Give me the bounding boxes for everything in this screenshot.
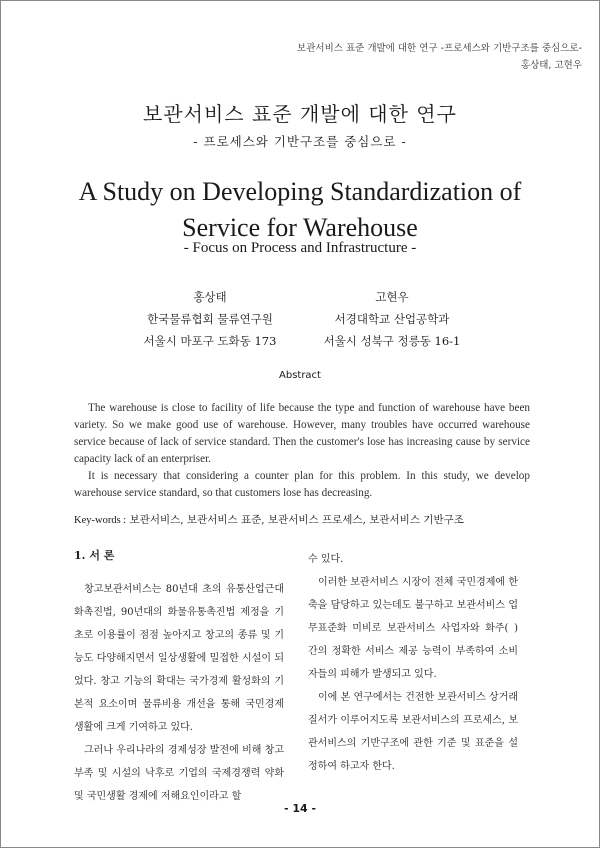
keywords-text: 보관서비스, 보관서비스 표준, 보관서비스 프로세스, 보관서비스 기반구조 <box>126 514 464 526</box>
running-header <box>182 40 582 74</box>
body-paragraph: 수 있다. <box>308 554 344 565</box>
page-number: - 14 - <box>283 802 317 815</box>
body-column-left <box>74 548 284 808</box>
keywords-label: Key-words : <box>74 515 127 526</box>
body-paragraph: 그러나 우리나라의 경제성장 발전에 비해 창고부족 및 시설의 낙후로 기업의 국제경쟁력 약화 및 국민생활 경제에 저해요인이라고 할 <box>74 745 284 802</box>
paper-title-english-line2: Service for Warehouse <box>182 213 418 242</box>
body-column-right <box>308 548 518 778</box>
running-header-title: 보관서비스 표준 개발에 대한 연구 -프로세스와 기반구조를 중심으로- <box>297 43 582 54</box>
running-header-authors: 홍상태, 고현우 <box>520 60 582 71</box>
author-affiliation: 서경대학교 산업공학과 <box>334 312 450 326</box>
abstract-paragraph: It is necessary that considering a counter plan for this problem. In this study, we develop warehouse service standard, so that customers lose has decreasing. <box>74 470 530 499</box>
author-affiliation: 한국물류협회 물류연구원 <box>147 312 273 326</box>
author-address: 서울시 성북구 정릉동 16-1 <box>323 334 461 348</box>
author-name: 고현우 <box>375 290 409 304</box>
abstract-paragraph: The warehouse is close to facility of life because the type and function of warehouse have been variety. So we make good use of warehouse. However, many troubles have occurred warehouse service because of lack of service standard. Then the customer's lose has increasing cause by service capacity lack of an enterpriser. <box>74 402 530 465</box>
section-heading: 1. 서 론 <box>74 549 115 562</box>
paper-subtitle-english: - Focus on Process and Infrastructure - <box>183 240 417 256</box>
keywords-line <box>74 512 544 527</box>
body-paragraph: 이에 본 연구에서는 건전한 보관서비스 상거래 질서가 이루어지도록 보관서비스의 프로세스, 보관서비스의 기반구조에 관한 기준 및 표준을 설정하여 하고자 한다. <box>308 692 518 772</box>
paper-title-korean: 보관서비스 표준 개발에 대한 연구 <box>143 102 457 126</box>
author-name: 홍상태 <box>193 290 227 304</box>
paper-subtitle-korean: - 프로세스와 기반구조를 중심으로 - <box>193 134 407 149</box>
body-paragraph: 이러한 보관서비스 시장이 전체 국민경제에 한축을 담당하고 있는데도 불구하고 보관서비스 업무표준화 미비로 보관서비스 사업자와 화주( ) 간의 정확한 서비스 제공 능력이 부족하여 소비자들의 피해가 발생되고 있다. <box>308 577 518 680</box>
paper-title-english-line1: A Study on Developing Standardization of <box>78 177 522 206</box>
abstract-body <box>74 400 530 502</box>
paper-title-english <box>0 174 600 246</box>
body-paragraph: 창고보관서비스는 80년대 초의 유통산업근대화촉진법, 90년대의 화물유통촉진법 제정을 기초로 이용률이 점점 높아지고 창고의 종류 및 기능도 다양해지면서 일상생활에 밀접한 시설이 되었다. 창고 기능의 확대는 국가경제 활성화의 기본적 요소이며 물류비용 개선을 통해 국민경제 생활에 크게 기여하고 있다. <box>74 584 284 733</box>
author-block-2 <box>262 286 522 352</box>
author-address: 서울시 마포구 도화동 173 <box>143 334 277 348</box>
abstract-heading: Abstract <box>279 370 321 381</box>
